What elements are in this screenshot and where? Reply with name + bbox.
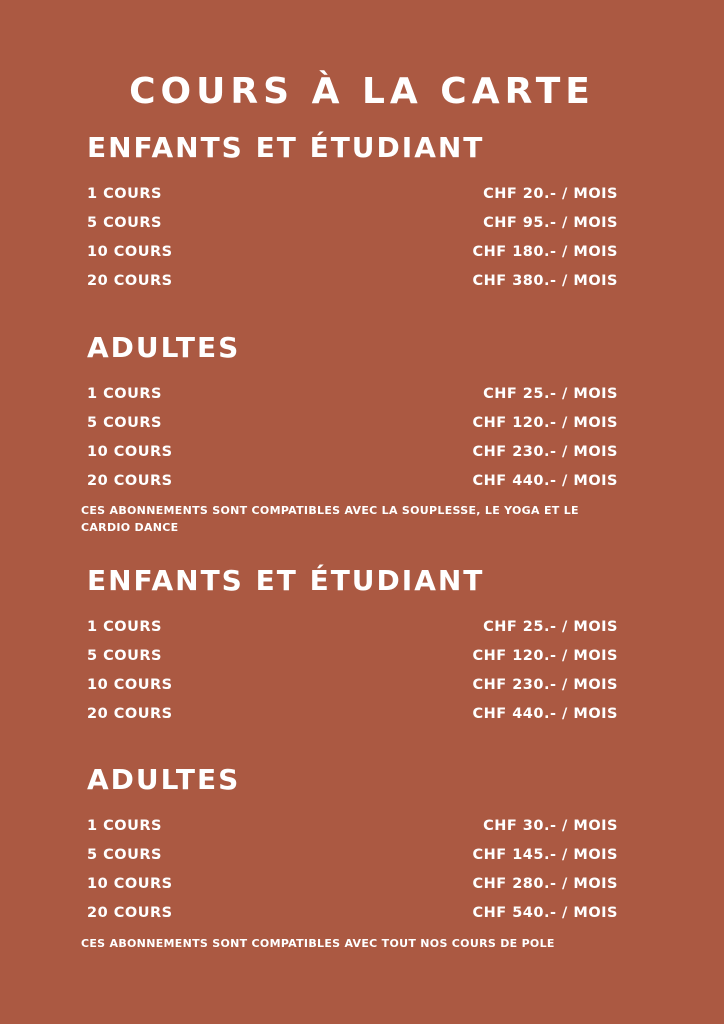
row-label: 5 COURS xyxy=(87,415,162,431)
section-heading: ADULTES xyxy=(87,331,241,364)
row-price: CHF 120.- / MOIS xyxy=(472,415,618,431)
pricing-row xyxy=(87,870,618,899)
row-price: CHF 230.- / MOIS xyxy=(472,444,618,460)
section-heading: ENFANTS ET ÉTUDIANT xyxy=(87,564,485,597)
row-price: CHF 540.- / MOIS xyxy=(472,905,618,921)
pricing-row xyxy=(87,613,618,642)
row-price: CHF 230.- / MOIS xyxy=(472,677,618,693)
row-label: 1 COURS xyxy=(87,619,162,635)
row-label: 20 COURS xyxy=(87,273,173,289)
row-label: 10 COURS xyxy=(87,876,173,892)
pricing-row xyxy=(87,899,618,928)
row-label: 5 COURS xyxy=(87,847,162,863)
pricing-list xyxy=(87,180,618,296)
row-label: 10 COURS xyxy=(87,444,173,460)
row-label: 20 COURS xyxy=(87,473,173,489)
pricing-row xyxy=(87,238,618,267)
row-price: CHF 20.- / MOIS xyxy=(483,186,618,202)
pricing-row xyxy=(87,267,618,296)
row-price: CHF 120.- / MOIS xyxy=(472,648,618,664)
pricing-row xyxy=(87,467,618,496)
row-label: 1 COURS xyxy=(87,186,162,202)
pricing-row xyxy=(87,438,618,467)
pricing-section-kids-students-2 xyxy=(87,563,618,729)
row-price: CHF 380.- / MOIS xyxy=(472,273,618,289)
pricing-row xyxy=(87,642,618,671)
row-price: CHF 145.- / MOIS xyxy=(472,847,618,863)
pricing-section-adults-1 xyxy=(87,330,618,496)
pricing-row xyxy=(87,409,618,438)
row-label: 1 COURS xyxy=(87,386,162,402)
row-price: CHF 440.- / MOIS xyxy=(472,706,618,722)
pricing-section-adults-2 xyxy=(87,762,618,928)
row-label: 5 COURS xyxy=(87,648,162,664)
compatibility-note: CES ABONNEMENTS SONT COMPATIBLES AVEC TOUT NOS COURS DE POLE xyxy=(81,937,555,950)
section-heading: ENFANTS ET ÉTUDIANT xyxy=(87,131,485,164)
pricing-row xyxy=(87,841,618,870)
pricing-list xyxy=(87,613,618,729)
row-price: CHF 95.- / MOIS xyxy=(483,215,618,231)
row-label: 1 COURS xyxy=(87,818,162,834)
pricing-row xyxy=(87,380,618,409)
pricing-section-kids-students-1 xyxy=(87,130,618,296)
page-title: COURS À LA CARTE xyxy=(129,71,595,112)
row-label: 10 COURS xyxy=(87,244,173,260)
row-price: CHF 30.- / MOIS xyxy=(483,818,618,834)
row-label: 20 COURS xyxy=(87,905,173,921)
pricing-row xyxy=(87,700,618,729)
pricing-row xyxy=(87,180,618,209)
pricing-row xyxy=(87,671,618,700)
row-label: 20 COURS xyxy=(87,706,173,722)
row-price: CHF 280.- / MOIS xyxy=(472,876,618,892)
pricing-row xyxy=(87,209,618,238)
row-label: 10 COURS xyxy=(87,677,173,693)
pricing-row xyxy=(87,812,618,841)
row-price: CHF 25.- / MOIS xyxy=(483,619,618,635)
row-label: 5 COURS xyxy=(87,215,162,231)
row-price: CHF 25.- / MOIS xyxy=(483,386,618,402)
pricing-list xyxy=(87,380,618,496)
row-price: CHF 440.- / MOIS xyxy=(472,473,618,489)
row-price: CHF 180.- / MOIS xyxy=(472,244,618,260)
section-heading: ADULTES xyxy=(87,763,241,796)
compatibility-note: CES ABONNEMENTS SONT COMPATIBLES AVEC LA SOUPLESSE, LE YOGA ET LE CARDIO DANCE xyxy=(81,504,579,534)
pricing-list xyxy=(87,812,618,928)
